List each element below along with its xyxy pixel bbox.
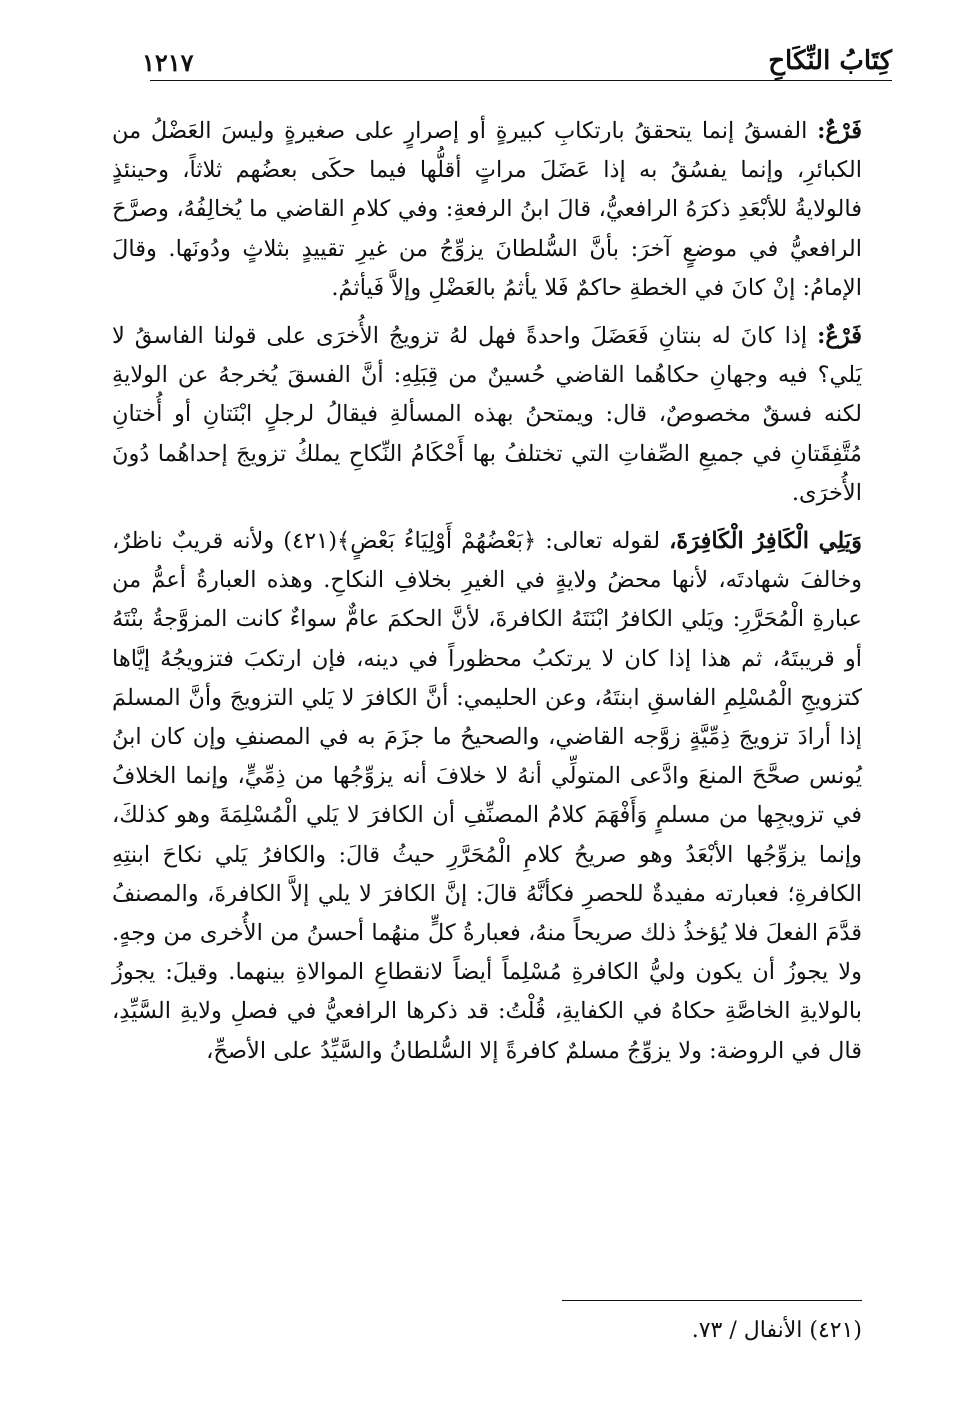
footnote-divider <box>562 1300 862 1301</box>
paragraph-lead: فَرْعٌ: <box>817 118 862 144</box>
paragraph-1 <box>112 112 862 308</box>
main-text <box>112 112 862 1071</box>
paragraph-lead: وَيَلِي الْكَافِرُ الْكَافِرَةَ، <box>669 528 862 555</box>
paragraph-body: إذا كانَ له بنتانِ فَعَضَلَ واحدةً فهل لهُ تزويجُ الأُخرَى على قولنا الفاسقُ لا يَلي؟ فيه وجهانِ حكاهُما القاضي حُسينٌ من قِبَلِهِ: أنَّ الفسقَ يُخرجهُ عن الولايةِ لكنه فسقٌ مخصوصٌ، قال: ويمتحنُ بهذه المسألةِ فيقالُ لرجلٍ ابْنَتانِ أو أُختانِ مُتَّفِقَتانِ في جميعِ الصِّفاتِ التي تختلفُ بها أَحْكَامُ النِّكاحِ يملكُ تزويجَ إحداهُما دُونَ الأُخرَى. <box>112 323 862 506</box>
footnote: (٤٢١) الأنفال / ٧٣. <box>691 1318 862 1343</box>
paragraph-body: لقوله تعالى: ﴿بَعْضُهُمْ أَوْلِيَاءُ بَعْضٍ﴾(٤٢١) ولأنه قريبٌ ناظرٌ، وخالفَ شهادتَه، لأنها محضُ ولايةٍ في الغيرِ بخلافِ النكاحِ. وهذه العبارةُ أعمُّ من عبارةِ الْمُحَرَّرِ: ويَلي الكافرُ ابْنَتَهُ الكافرةَ، لأنَّ الحكمَ عامٌّ سواءٌ كانت المزوَّجةُ بنْتَهُ أو قريبتَهُ، ثم هذا إذا كان لا يرتكبُ محظوراً في دينه، فإن ارتكبَ فتزويجُهُ إيَّاها كتزويجِ الْمُسْلِمِ الفاسقِ ابنتَهُ، وعن الحليمي: أنَّ الكافرَ لا يَلي التزويجَ وأنَّ المسلمَ إذا أرادَ تزويجَ ذِمِّيَّةٍ زوَّجه القاضي، والصحيحُ ما جزَمَ به في المصنفِ وإن كان ابنُ يُونس صحَّحَ المنعَ وادَّعى المتولِّي أنهُ لا خلافَ أنه يزوِّجُها من ذِمِّيٍّ، وإنما الخلافُ في تزويجِها من مسلمٍ وَأَفْهَمَ كلامُ المصنِّفِ أن الكافرَ لا يَلي الْمُسْلِمَةَ وهو كذلكَ، وإنما يزوِّجُها الأبْعَدُ وهو صريحُ كلامِ الْمُحَرَّرِ حيثُ قالَ: والكافرُ يَلي نكاحَ ابنتِهِ الكافرةِ؛ فعبارته مفيدةٌ للحصرِ فكأنَّهُ قالَ: إنَّ الكافرَ لا يلي إلاَّ الكافرةَ، والمصنفُ قدَّمَ الفعلَ فلا يُؤخذُ ذلك صريحاً منهُ، فعبارةُ كلٍّ منهُما أحسنُ من الأُخرى من وجهٍ. ولا يجوزُ أن يكون وليُّ الكافرةِ مُسْلِماً أيضاً لانقطاعِ الموالاةِ بينهما. وقيلَ: يجوزُ بالولايةِ الخاصَّةِ حكاهُ في الكفايةِ، قُلْتُ: قد ذكرها الرافعيُّ في فصلِ ولايةِ السَّيِّدِ، قال في الروضة: ولا يزوِّجُ مسلمٌ كافرةً إلا السُّلطانُ والسَّيِّدُ على الأصحِّ، <box>112 528 862 1064</box>
paragraph-lead: فَرْعٌ: <box>817 323 862 350</box>
page-number: ١٢١٧ <box>142 48 194 77</box>
paragraph-3 <box>112 522 862 1071</box>
paragraph-2 <box>112 317 862 513</box>
running-header <box>142 46 892 81</box>
chapter-title: كِتَابُ النِّكَاحِ <box>768 46 892 76</box>
paragraph-body: الفسقُ إنما يتحققُ بارتكابِ كبيرةٍ أو إصرارٍ على صغيرةٍ وليسَ العَضْلُ من الكبائرِ، وإنما يفسُقُ به إذا عَضَلَ مراتٍ أقلُّها فيما حكَى بعضُهم ثلاثاً، وحينئذٍ فالولايةُ للأبْعَدِ ذكرَهُ الرافعيُّ، قالَ ابنُ الرفعةِ: وفي كلامِ القاضي ما يُخالِفُهُ، وصرَّحَ الرافعيُّ في موضعٍ آخرَ: بأنَّ السُّلطانَ يزوِّجُ من غيرِ تقييدٍ بثلاثٍ ودُونَها. وقالَ الإمامُ: إنْ كانَ في الخطةِ حاكمٌ فَلا يأثمُ بالعَضْلِ وإلاَّ فَيأثمُ. <box>112 118 862 301</box>
